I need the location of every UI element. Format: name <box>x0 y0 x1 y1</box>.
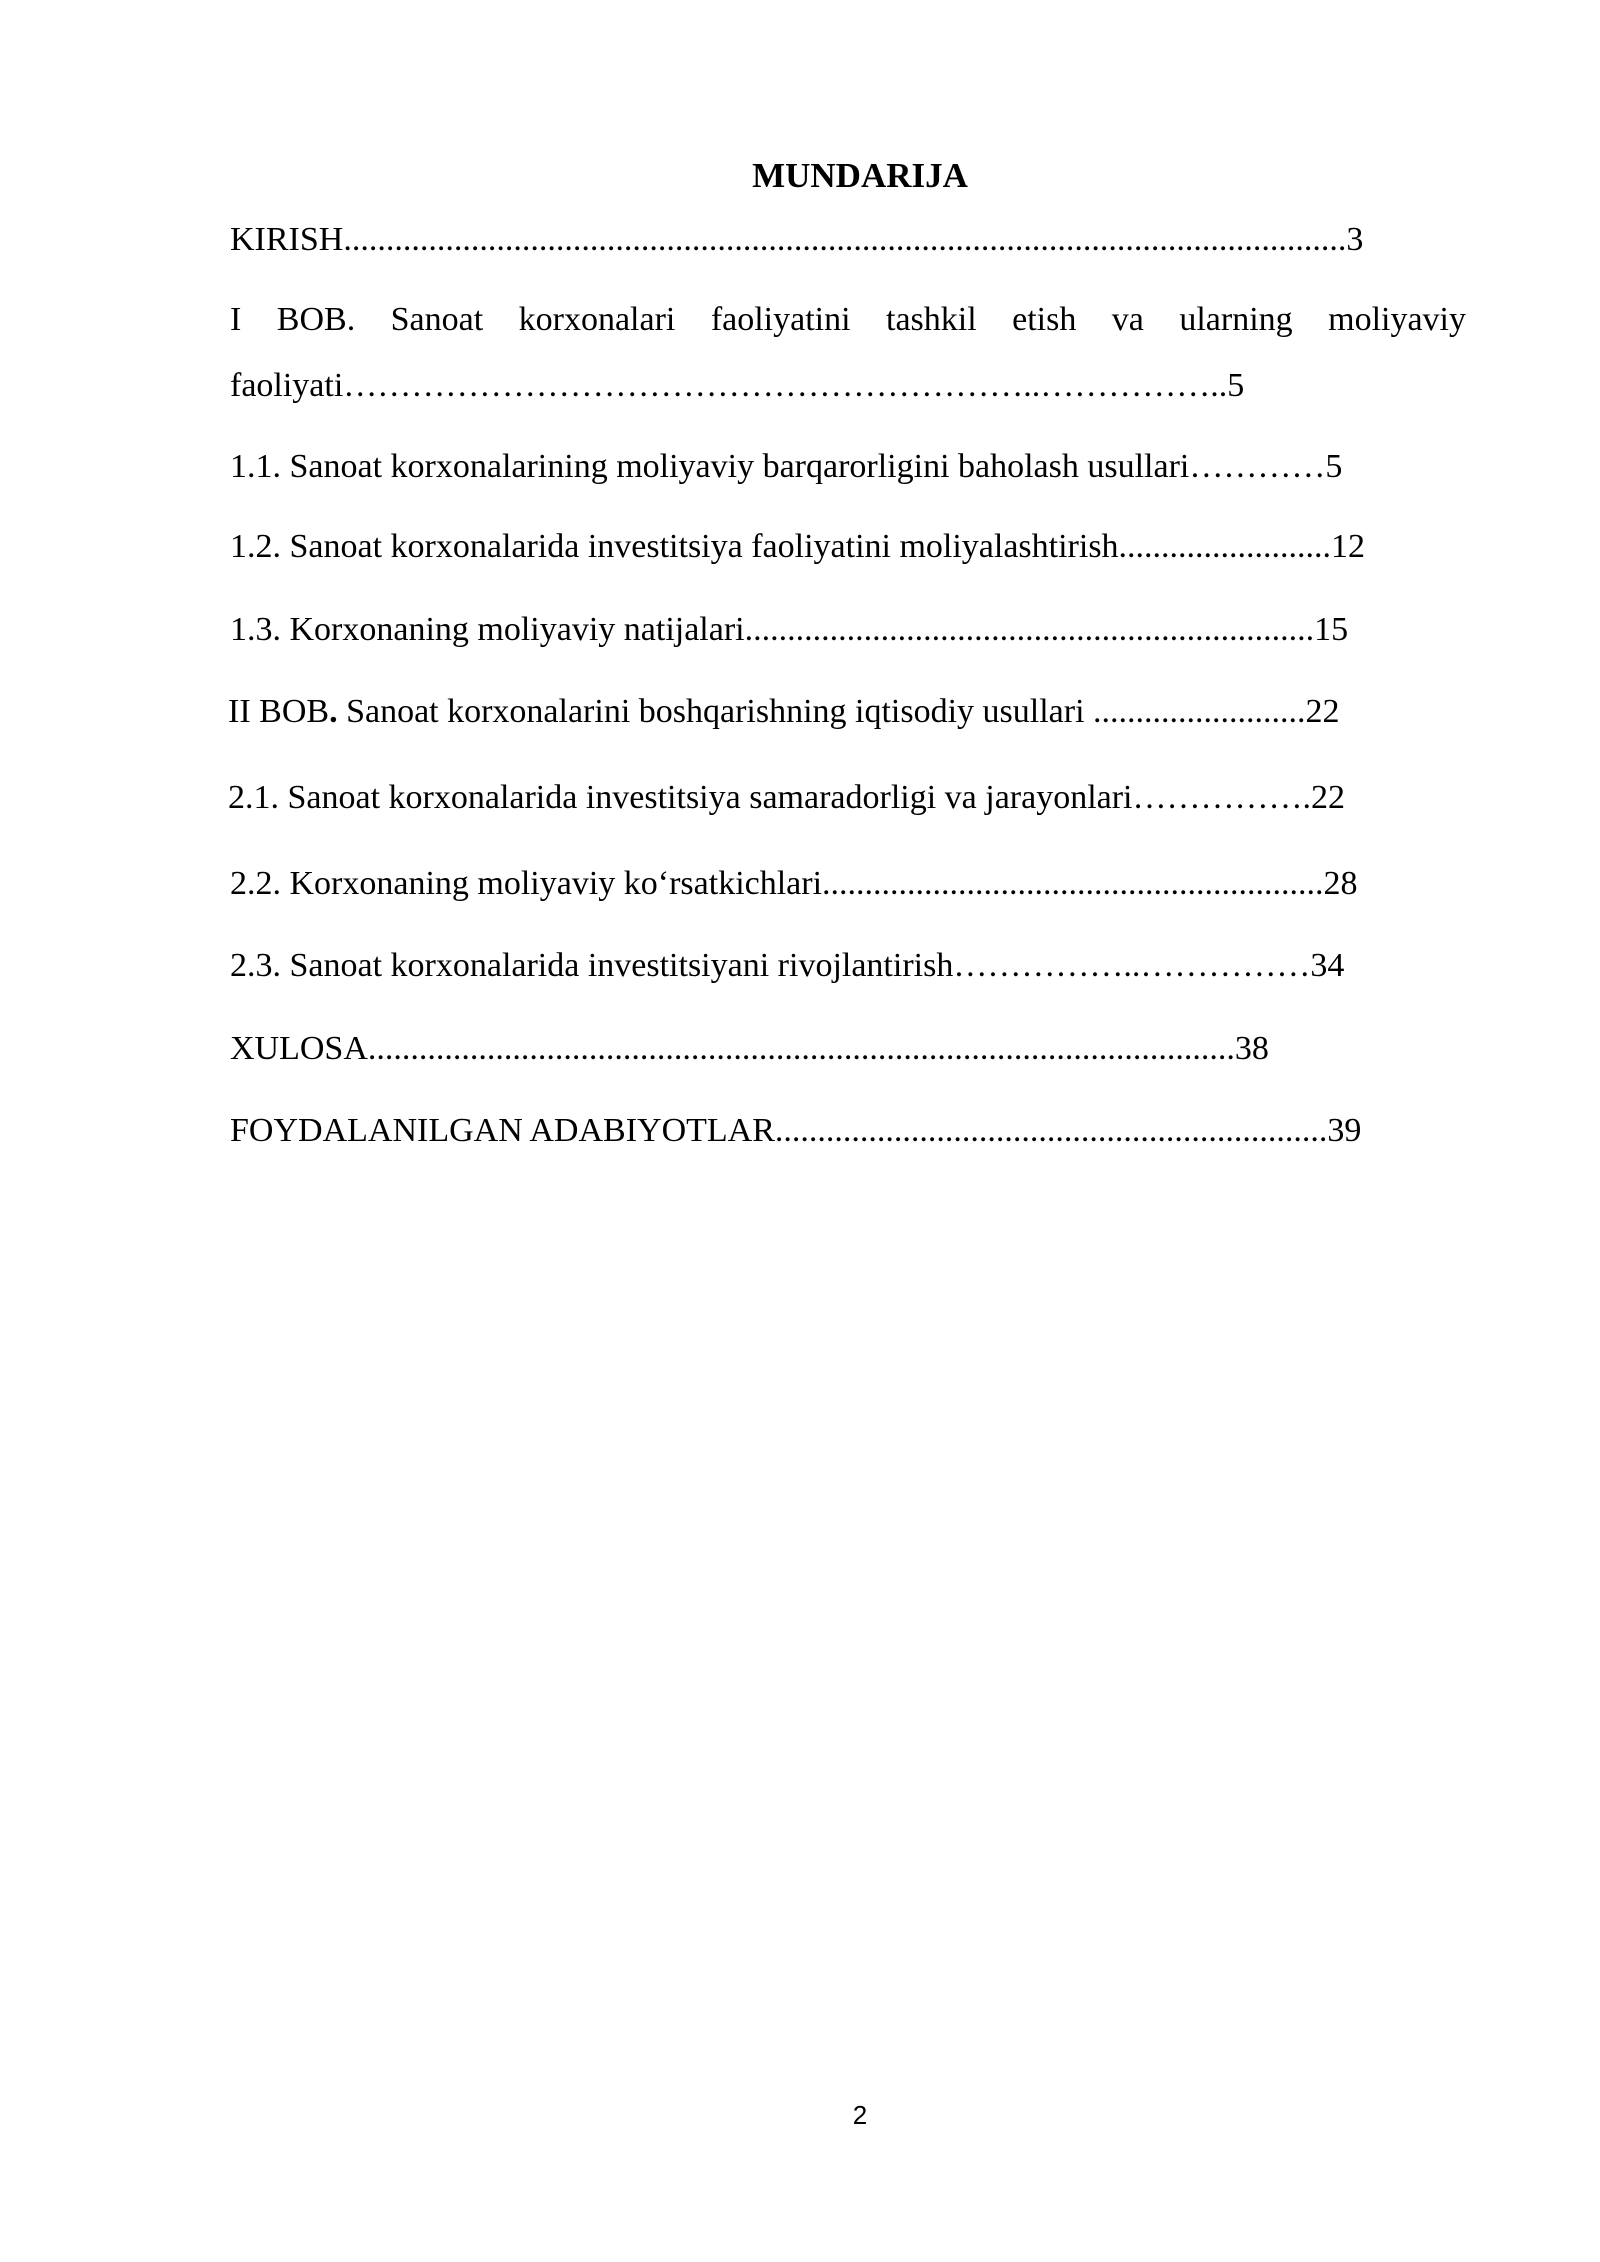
toc-entry-1-3[interactable]: 1.3. Korxonaning moliyaviy natijalari...................................................................15 <box>230 611 1349 648</box>
toc-entry-bob2[interactable] <box>228 688 1470 736</box>
toc-entry-bob2-period: . <box>329 693 338 730</box>
toc-entry-bob1-title[interactable]: I BOB. Sanoat korxonalari faoliyatini tashkil etish va ularning moliyaviy <box>230 301 1466 338</box>
toc-entry-2-3[interactable]: 2.3. Sanoat korxonalarida investitsiyani rivojlantirish……………..……………34 <box>230 947 1345 984</box>
toc-entry-adabiyotlar[interactable]: FOYDALANILGAN ADABIYOTLAR.................................................................39 <box>230 1112 1362 1149</box>
toc-entry-bob1-continuation[interactable]: faoliyati……………………………………………………..……………..5 <box>230 367 1245 404</box>
page-title: MUNDARIJA <box>752 156 968 195</box>
toc-entry-1-1[interactable]: 1.1. Sanoat korxonalarining moliyaviy barqarorligini baholash usullari…………5 <box>230 448 1343 485</box>
toc-entry-xulosa[interactable]: XULOSA......................................................................................................38 <box>230 1030 1269 1067</box>
toc-entry-kirish[interactable]: KIRISH......................................................................................................................3 <box>230 221 1364 258</box>
page-number: 2 <box>852 2100 868 2130</box>
toc-entry-bob2-text: Sanoat korxonalarini boshqarishning iqtisodiy usullari .........................22 <box>337 693 1340 730</box>
toc-entry-bob2-label: II BOB <box>228 693 330 730</box>
toc-entry-2-1[interactable]: 2.1. Sanoat korxonalarida investitsiya samaradorligi va jarayonlari…………….22 <box>228 779 1346 816</box>
toc-entry-2-2[interactable]: 2.2. Korxonaning moliyaviy ko‘rsatkichlari...........................................................28 <box>230 865 1358 902</box>
toc-entry-1-2[interactable]: 1.2. Sanoat korxonalarida investitsiya faoliyatini moliyalashtirish.........................12 <box>230 528 1366 565</box>
